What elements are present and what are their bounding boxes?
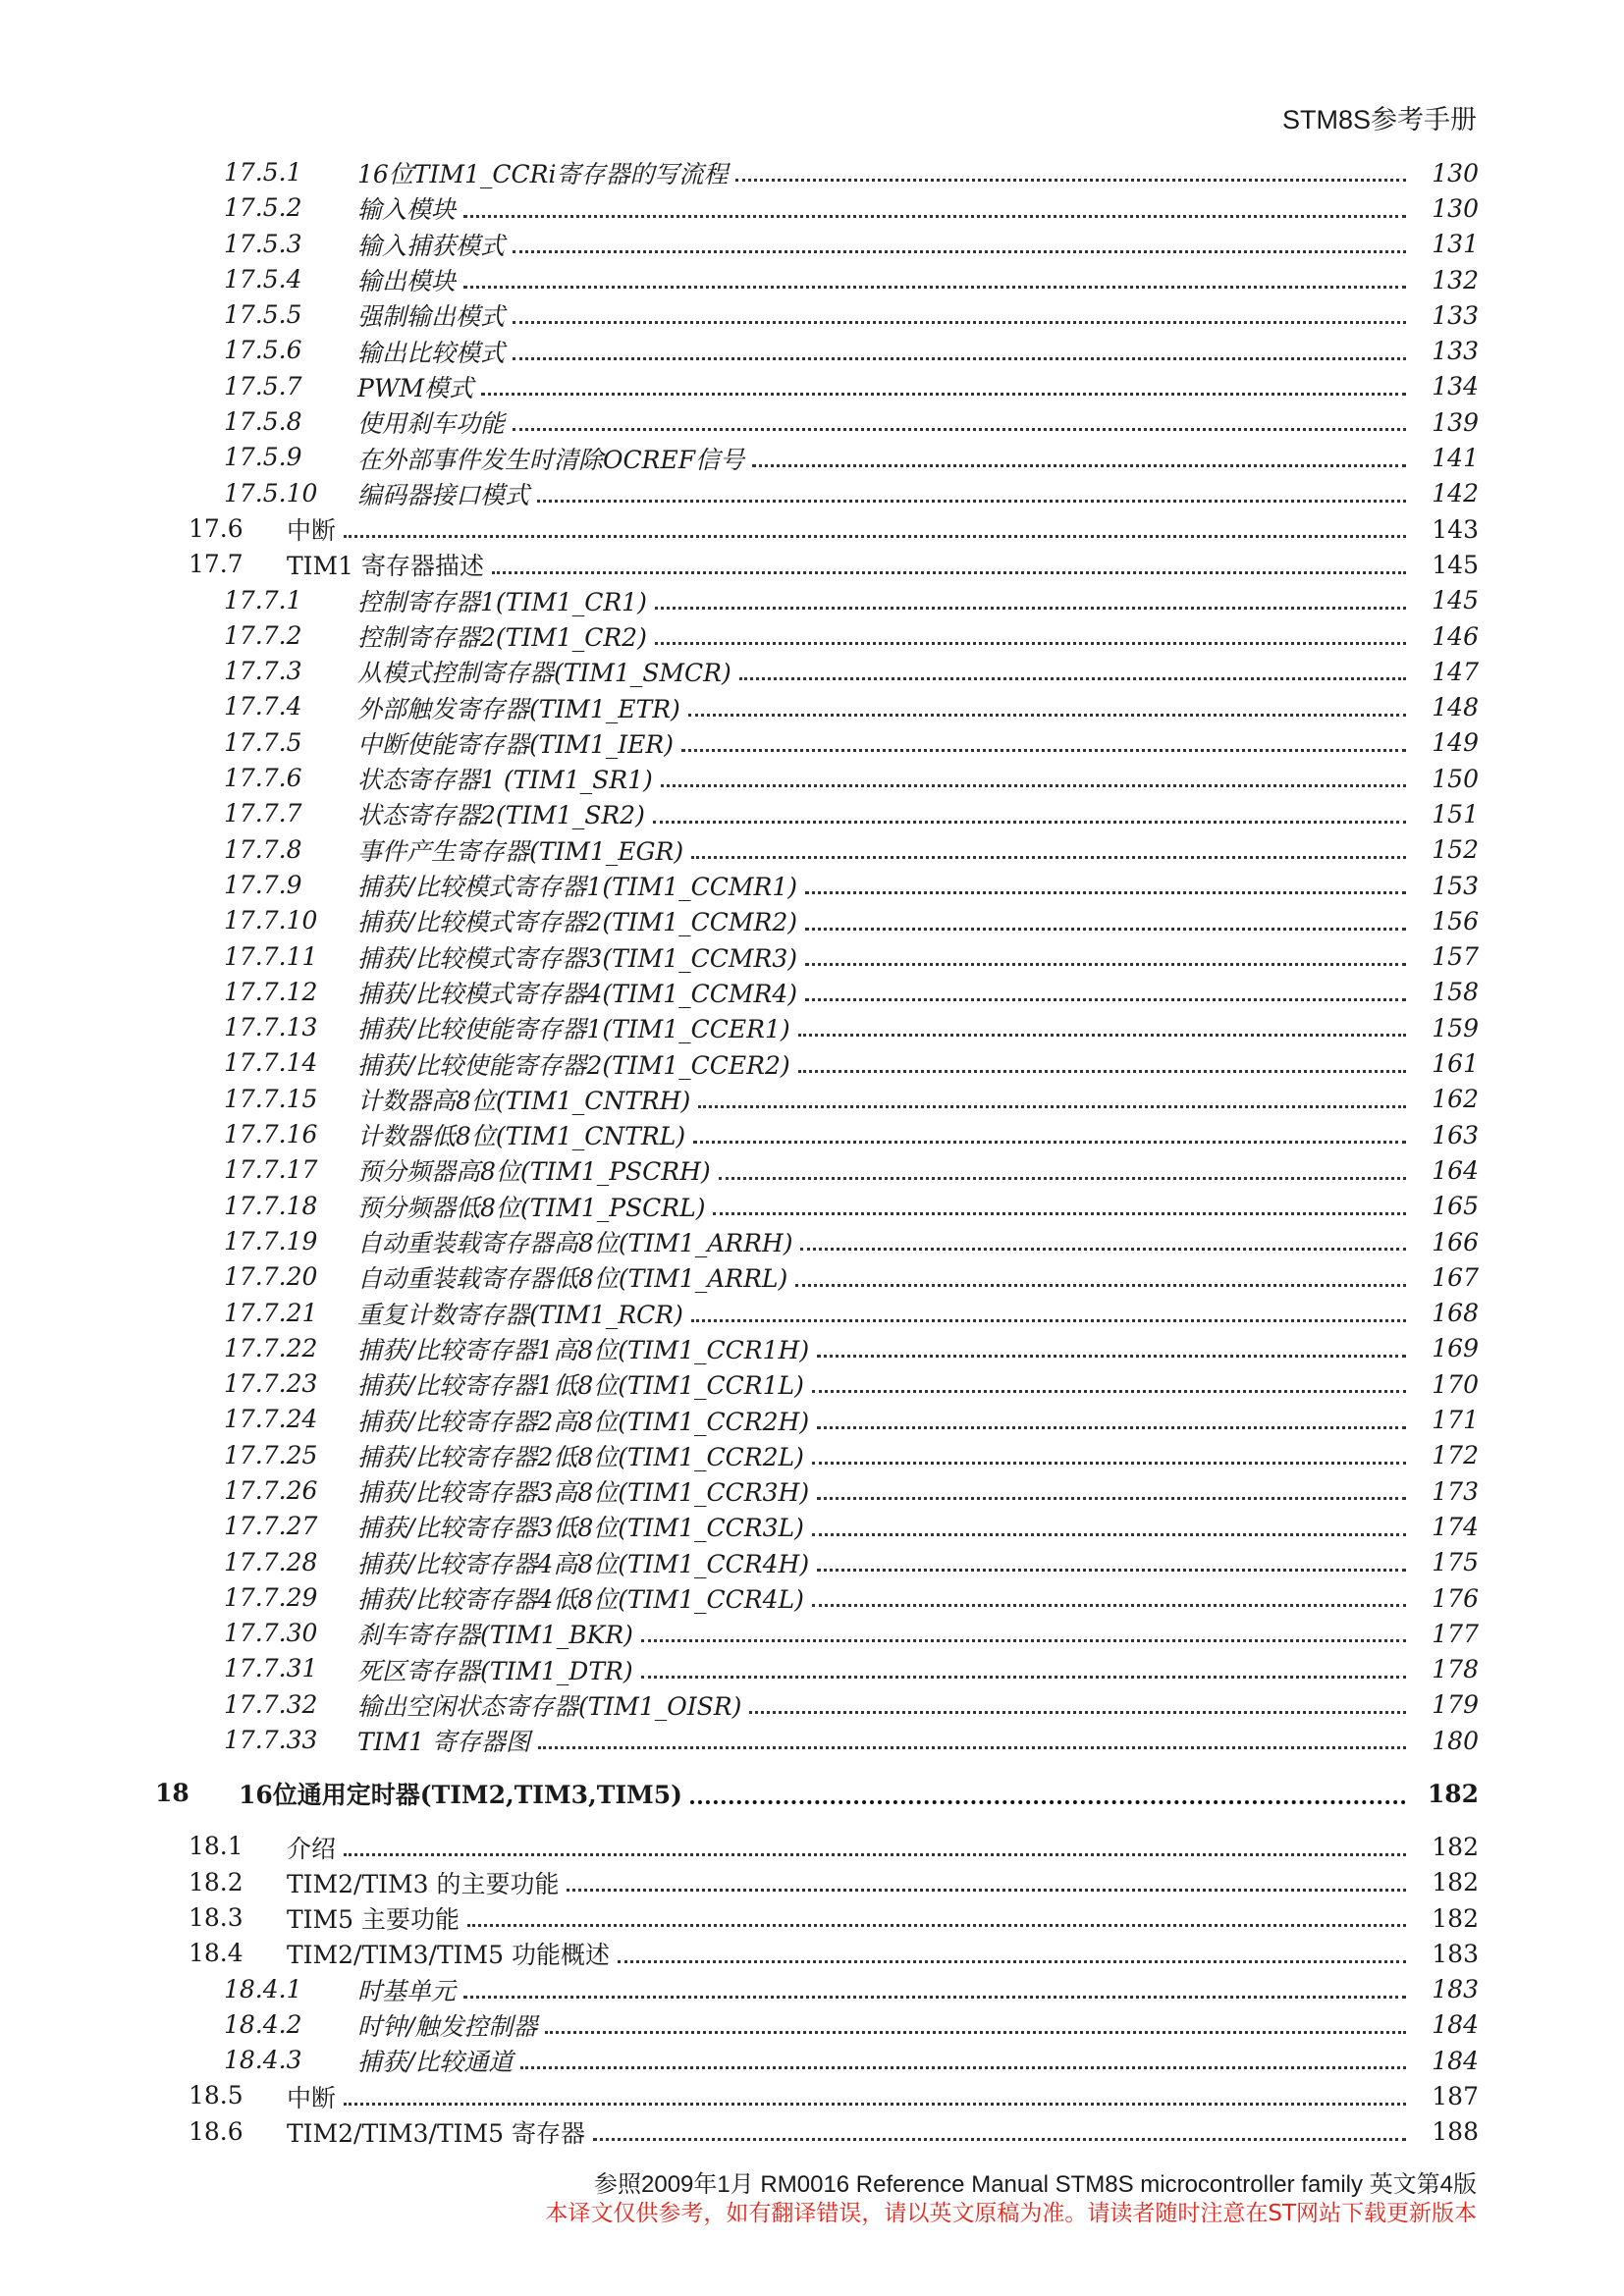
toc-entry-number: 17.7.30 xyxy=(224,1619,318,1648)
dot-leader xyxy=(593,2138,1406,2141)
toc-entry[interactable] xyxy=(0,1402,1624,1437)
toc-entry-title: 状态寄存器1 (TIM1_SR1) xyxy=(357,766,653,795)
toc-entry-title: TIM1 寄存器描述 xyxy=(287,552,485,581)
toc-entry-page-number: 169 xyxy=(1432,1334,1479,1363)
toc-entry[interactable] xyxy=(0,1545,1624,1580)
toc-entry-title: PWM模式 xyxy=(357,373,474,402)
toc-entry-title: 状态寄存器2(TIM1_SR2) xyxy=(357,801,645,830)
toc-entry-number: 17.7.19 xyxy=(224,1226,318,1255)
toc-entry-title: 输入模块 xyxy=(357,195,457,225)
toc-entry-page-number: 157 xyxy=(1432,942,1479,972)
toc-entry-number: 17.7.12 xyxy=(224,977,318,1006)
toc-entry-page-number: 173 xyxy=(1432,1476,1479,1506)
toc-entry-number: 17.7.32 xyxy=(224,1689,318,1719)
toc-entry[interactable] xyxy=(0,262,1624,297)
toc-entry-title: 时钟/触发控制器 xyxy=(357,2011,538,2041)
toc-entry-title: 时基单元 xyxy=(357,1976,457,2005)
dot-leader xyxy=(805,928,1406,931)
toc-entry-title: 捕获/比较使能寄存器2(TIM1_CCER2) xyxy=(357,1050,790,1080)
toc-entry-page-number: 170 xyxy=(1432,1369,1479,1399)
toc-entry-number: 17.7.3 xyxy=(224,657,302,686)
toc-entry-number: 17.5.1 xyxy=(224,158,302,187)
toc-entry-number: 17.7.17 xyxy=(224,1155,318,1185)
toc-entry[interactable] xyxy=(0,1616,1624,1651)
toc-entry-number: 17.5.3 xyxy=(224,229,302,258)
toc-entry-title: TIM2/TIM3 的主要功能 xyxy=(287,1869,560,1898)
document-header-title: STM8S参考手册 xyxy=(1281,105,1477,134)
dot-leader xyxy=(798,1034,1406,1037)
toc-entry-title: 输出比较模式 xyxy=(357,338,506,367)
dot-leader xyxy=(690,1800,1406,1804)
toc-entry-page-number: 168 xyxy=(1432,1299,1479,1328)
toc-entry-title: 16位TIM1_CCRi寄存器的写流程 xyxy=(357,160,729,189)
dot-leader xyxy=(463,215,1406,218)
toc-entry-page-number: 158 xyxy=(1432,978,1479,1007)
toc-entry-number: 18.1 xyxy=(189,1832,244,1861)
toc-entry-number: 17.7.15 xyxy=(224,1084,318,1113)
toc-entry[interactable] xyxy=(0,1152,1624,1188)
toc-entry-page-number: 187 xyxy=(1432,2082,1479,2111)
dot-leader xyxy=(713,1212,1406,1215)
dot-leader xyxy=(698,1105,1406,1108)
dot-leader xyxy=(653,821,1406,824)
toc-entry-title: 捕获/比较寄存器4高8位(TIM1_CCR4H) xyxy=(357,1549,810,1578)
toc-entry-title: 捕获/比较模式寄存器3(TIM1_CCMR3) xyxy=(357,943,797,973)
dot-leader xyxy=(618,1960,1406,1963)
toc-entry[interactable] xyxy=(0,654,1624,689)
toc-entry[interactable] xyxy=(0,1045,1624,1081)
toc-entry-number: 17.7.28 xyxy=(224,1547,318,1576)
dot-leader xyxy=(749,1711,1406,1714)
toc-entry[interactable] xyxy=(0,1509,1624,1544)
toc-entry-number: 17.7.6 xyxy=(224,764,302,793)
toc-entry-number: 17.5.4 xyxy=(224,264,302,294)
toc-entry-number: 17.7.22 xyxy=(224,1333,318,1362)
toc-entry-page-number: 171 xyxy=(1432,1406,1479,1435)
toc-entry-page-number: 161 xyxy=(1432,1049,1479,1079)
toc-entry-number: 17.7 xyxy=(189,550,244,579)
toc-entry-title: 事件产生寄存器(TIM1_EGR) xyxy=(357,836,684,866)
toc-entry-number: 18.4.1 xyxy=(224,1974,302,2003)
toc-entry-title: 捕获/比较模式寄存器4(TIM1_CCMR4) xyxy=(357,979,797,1008)
toc-entry-title: 捕获/比较寄存器3低8位(TIM1_CCR3L) xyxy=(357,1514,804,1543)
toc-entry[interactable] xyxy=(0,1331,1624,1366)
toc-entry-number: 17.7.4 xyxy=(224,692,302,721)
toc-entry-title: 捕获/比较使能寄存器1(TIM1_CCER1) xyxy=(357,1015,790,1044)
dot-leader xyxy=(719,1177,1406,1180)
toc-entry[interactable] xyxy=(0,1900,1624,1936)
toc-entry-page-number: 133 xyxy=(1432,337,1479,366)
toc-entry-number: 17.7.10 xyxy=(224,906,318,935)
dot-leader xyxy=(513,250,1406,253)
toc-entry-page-number: 183 xyxy=(1432,1939,1479,1968)
dot-leader xyxy=(492,571,1406,574)
toc-entry-page-number: 174 xyxy=(1432,1512,1479,1541)
toc-entry-page-number: 177 xyxy=(1432,1619,1479,1648)
toc-entry-title: 输入捕获模式 xyxy=(357,231,506,260)
toc-entry-page-number: 165 xyxy=(1432,1192,1479,1221)
toc-entry-title: 输出模块 xyxy=(357,267,457,296)
toc-entry-title: TIM5 主要功能 xyxy=(287,1905,460,1935)
toc-entry[interactable] xyxy=(0,2078,1624,2113)
dot-leader xyxy=(798,1070,1406,1073)
toc-entry-number: 17.7.2 xyxy=(224,620,302,650)
toc-entry-number: 18.2 xyxy=(189,1867,244,1896)
toc-entry-page-number: 159 xyxy=(1432,1013,1479,1042)
toc-entry-title: 刹车寄存器(TIM1_BKR) xyxy=(357,1621,633,1650)
toc-entry-title: 死区寄存器(TIM1_DTR) xyxy=(357,1656,633,1685)
toc-entry-number: 18.6 xyxy=(189,2116,244,2146)
toc-entry-number: 18.5 xyxy=(189,2081,244,2110)
toc-entry[interactable] xyxy=(0,1366,1624,1402)
toc-entry-title: 捕获/比较模式寄存器1(TIM1_CCMR1) xyxy=(357,873,797,902)
toc-entry-page-number: 179 xyxy=(1432,1690,1479,1720)
toc-entry[interactable] xyxy=(0,1936,1624,1971)
dot-leader xyxy=(812,1462,1406,1465)
toc-entry-title: 捕获/比较寄存器1高8位(TIM1_CCR1H) xyxy=(357,1335,810,1364)
toc-entry-page-number: 145 xyxy=(1432,550,1479,579)
dot-leader xyxy=(735,179,1406,182)
toc-entry-number: 17.6 xyxy=(189,513,244,543)
toc-entry[interactable] xyxy=(0,190,1624,226)
toc-entry[interactable] xyxy=(0,868,1624,903)
toc-entry-title: TIM1 寄存器图 xyxy=(357,1728,531,1757)
toc-entry-number: 18 xyxy=(155,1779,189,1808)
dot-leader xyxy=(538,1746,1406,1749)
dot-leader xyxy=(691,1319,1406,1322)
toc-entry[interactable] xyxy=(0,975,1624,1010)
dot-leader xyxy=(513,321,1406,324)
dot-leader xyxy=(344,2103,1406,2106)
toc-entry-title: 外部触发寄存器(TIM1_ETR) xyxy=(357,694,680,723)
toc-entry[interactable] xyxy=(0,2043,1624,2078)
dot-leader xyxy=(513,428,1406,431)
dot-leader xyxy=(805,891,1406,894)
toc-entry[interactable] xyxy=(0,404,1624,440)
toc-entry-number: 17.5.6 xyxy=(224,336,302,365)
toc-entry[interactable] xyxy=(0,1259,1624,1295)
toc-entry-number: 17.7.11 xyxy=(224,941,318,971)
dot-leader xyxy=(567,1889,1406,1892)
toc-entry-title: 重复计数寄存器(TIM1_RCR) xyxy=(357,1300,683,1329)
toc-entry-page-number: 153 xyxy=(1432,871,1479,900)
toc-entry-number: 17.5.10 xyxy=(224,478,318,507)
toc-entry-number: 17.5.5 xyxy=(224,300,302,330)
toc-entry-title: 计数器高8位(TIM1_CNTRH) xyxy=(357,1086,691,1115)
toc-entry-title: 控制寄存器2(TIM1_CR2) xyxy=(357,623,647,652)
toc-entry[interactable] xyxy=(0,1189,1624,1224)
toc-entry-number: 17.7.14 xyxy=(224,1048,318,1078)
toc-entry[interactable] xyxy=(0,618,1624,654)
toc-entry-number: 17.7.31 xyxy=(224,1654,318,1683)
toc-entry[interactable] xyxy=(0,796,1624,831)
toc-entry-page-number: 175 xyxy=(1432,1548,1479,1577)
toc-entry-number: 17.7.24 xyxy=(224,1405,318,1434)
toc-entry[interactable] xyxy=(0,1829,1624,1864)
toc-entry[interactable] xyxy=(0,2114,1624,2150)
toc-entry-page-number: 130 xyxy=(1432,193,1479,223)
toc-entry-title: 捕获/比较寄存器2低8位(TIM1_CCR2L) xyxy=(357,1442,804,1471)
toc-entry-number: 17.7.29 xyxy=(224,1582,318,1612)
toc-entry[interactable] xyxy=(0,583,1624,618)
toc-entry[interactable] xyxy=(0,227,1624,262)
toc-entry-page-number: 178 xyxy=(1432,1655,1479,1684)
toc-entry-title: 16位通用定时器(TIM2,TIM3,TIM5) xyxy=(239,1781,682,1810)
toc-entry-page-number: 184 xyxy=(1432,2046,1479,2075)
toc-entry-title: 捕获/比较寄存器1低8位(TIM1_CCR1L) xyxy=(357,1371,804,1401)
dot-leader xyxy=(545,2031,1406,2034)
toc-entry-title: 强制输出模式 xyxy=(357,302,506,332)
toc-entry-title: 中断 xyxy=(287,516,337,546)
footer-translation-note: 本译文仅供参考，如有翻译错误，请以英文原稿为准。请读者随时注意在ST网站下载更新版本 xyxy=(545,2201,1477,2226)
dot-leader xyxy=(817,1569,1406,1572)
toc-entry[interactable] xyxy=(0,761,1624,796)
toc-entry-page-number: 182 xyxy=(1432,1868,1479,1897)
dot-leader xyxy=(463,286,1406,289)
toc-entry-number: 17.7.5 xyxy=(224,727,302,757)
toc-entry[interactable] xyxy=(0,1082,1624,1117)
dot-leader xyxy=(467,1924,1406,1927)
toc-entry[interactable] xyxy=(0,440,1624,475)
toc-entry[interactable] xyxy=(0,1010,1624,1045)
toc-entry-page-number: 182 xyxy=(1427,1779,1479,1808)
toc-entry-page-number: 149 xyxy=(1432,728,1479,758)
dot-leader xyxy=(800,1248,1406,1251)
toc-entry-title: 编码器接口模式 xyxy=(357,480,530,509)
toc-entry-number: 18.3 xyxy=(189,1902,244,1932)
toc-entry[interactable] xyxy=(0,1117,1624,1152)
toc-entry[interactable] xyxy=(0,1296,1624,1331)
dot-leader xyxy=(817,1497,1406,1500)
toc-entry-page-number: 156 xyxy=(1432,906,1479,935)
dot-leader xyxy=(641,1676,1406,1679)
dot-leader xyxy=(795,1284,1406,1287)
toc-entry-title: 介绍 xyxy=(287,1834,337,1863)
toc-entry-title: 捕获/比较模式寄存器2(TIM1_CCMR2) xyxy=(357,908,797,937)
dot-leader xyxy=(655,642,1406,645)
toc-entry-page-number: 146 xyxy=(1432,621,1479,651)
toc-entry-number: 17.7.16 xyxy=(224,1120,318,1149)
toc-entry[interactable] xyxy=(0,939,1624,975)
toc-entry-page-number: 147 xyxy=(1432,657,1479,686)
toc-entry-title: TIM2/TIM3/TIM5 功能概述 xyxy=(287,1941,610,1970)
toc-entry-page-number: 188 xyxy=(1432,2117,1479,2147)
toc-entry[interactable] xyxy=(0,1774,1624,1813)
toc-entry-number: 17.7.9 xyxy=(224,870,302,899)
toc-entry-number: 17.7.8 xyxy=(224,834,302,864)
toc-entry-title: 捕获/比较寄存器3高8位(TIM1_CCR3H) xyxy=(357,1478,810,1508)
toc-entry-number: 18.4.2 xyxy=(224,2009,302,2039)
toc-entry-page-number: 172 xyxy=(1432,1441,1479,1470)
dot-leader xyxy=(641,1639,1406,1642)
toc-entry-title: 预分频器低8位(TIM1_PSCRL) xyxy=(357,1193,706,1222)
toc-entry-title: 捕获/比较寄存器4低8位(TIM1_CCR4L) xyxy=(357,1585,804,1615)
toc-entry-number: 17.7.33 xyxy=(224,1726,318,1755)
toc-entry-title: 预分频器高8位(TIM1_PSCRH) xyxy=(357,1157,711,1187)
toc-entry-number: 17.7.13 xyxy=(224,1013,318,1042)
toc-entry-page-number: 176 xyxy=(1432,1583,1479,1613)
toc-entry-title: 自动重装载寄存器高8位(TIM1_ARRH) xyxy=(357,1229,793,1258)
footer-reference: 参照2009年1月 RM0016 Reference Manual STM8S microcontroller family 英文第4版 xyxy=(594,2171,1477,2198)
toc-entry-page-number: 152 xyxy=(1432,835,1479,865)
toc-entry-title: TIM2/TIM3/TIM5 寄存器 xyxy=(287,2118,585,2148)
toc-entry[interactable] xyxy=(0,1473,1624,1509)
dot-leader xyxy=(463,1996,1406,1999)
toc-entry[interactable] xyxy=(0,2007,1624,2043)
toc-entry[interactable] xyxy=(0,511,1624,547)
toc-entry-number: 18.4 xyxy=(189,1939,244,1968)
toc-entry[interactable] xyxy=(0,1865,1624,1900)
toc-entry-number: 17.7.1 xyxy=(224,585,302,614)
toc-entry-number: 17.7.20 xyxy=(224,1262,318,1292)
toc-entry-title: 中断使能寄存器(TIM1_IER) xyxy=(357,729,675,759)
toc-entry-number: 17.7.18 xyxy=(224,1191,318,1220)
dot-leader xyxy=(661,784,1406,787)
dot-leader xyxy=(481,393,1406,396)
toc-entry-title: 中断 xyxy=(287,2083,337,2112)
dot-leader xyxy=(739,677,1406,680)
toc-entry[interactable] xyxy=(0,297,1624,333)
toc-entry-page-number: 167 xyxy=(1432,1262,1479,1292)
toc-entry-title: 计数器低8位(TIM1_CNTRL) xyxy=(357,1122,686,1151)
dot-leader xyxy=(344,1853,1406,1856)
toc-entry-page-number: 182 xyxy=(1432,1903,1479,1933)
toc-entry-number: 17.7.25 xyxy=(224,1440,318,1469)
toc-entry-number: 17.7.27 xyxy=(224,1512,318,1541)
toc-entry[interactable] xyxy=(0,1723,1624,1758)
toc-entry[interactable] xyxy=(0,1687,1624,1723)
toc-entry-page-number: 131 xyxy=(1432,230,1479,259)
toc-entry-page-number: 143 xyxy=(1432,514,1479,544)
dot-leader xyxy=(688,714,1406,717)
dot-leader xyxy=(812,1390,1406,1393)
toc-entry[interactable] xyxy=(0,547,1624,582)
dot-leader xyxy=(812,1533,1406,1536)
toc-entry-page-number: 164 xyxy=(1432,1155,1479,1185)
toc-entry[interactable] xyxy=(0,369,1624,404)
toc-entry-page-number: 182 xyxy=(1432,1833,1479,1861)
toc-entry-number: 17.7.23 xyxy=(224,1369,318,1399)
toc-entry-page-number: 139 xyxy=(1432,407,1479,437)
toc-entry-page-number: 134 xyxy=(1432,372,1479,401)
toc-entry-page-number: 145 xyxy=(1432,586,1479,615)
toc-entry-title: 自动重装载寄存器低8位(TIM1_ARRL) xyxy=(357,1264,788,1294)
dot-leader xyxy=(655,607,1406,610)
toc-entry-number: 17.5.2 xyxy=(224,193,302,223)
toc-entry-page-number: 151 xyxy=(1432,799,1479,828)
toc-entry[interactable] xyxy=(0,832,1624,868)
toc-entry[interactable] xyxy=(0,689,1624,724)
toc-entry[interactable] xyxy=(0,1972,1624,2007)
toc-entry[interactable] xyxy=(0,725,1624,761)
dot-leader xyxy=(537,500,1406,503)
toc-entry-number: 18.4.3 xyxy=(224,2046,302,2075)
toc-entry-page-number: 148 xyxy=(1432,693,1479,722)
dot-leader xyxy=(513,357,1406,360)
dot-leader xyxy=(344,535,1406,538)
toc-entry-title: 控制寄存器1(TIM1_CR1) xyxy=(357,587,647,616)
toc-entry-page-number: 183 xyxy=(1432,1975,1479,2004)
toc-entry[interactable] xyxy=(0,1580,1624,1616)
table-of-contents xyxy=(0,155,1624,2150)
dot-leader xyxy=(681,749,1406,752)
toc-entry[interactable] xyxy=(0,1224,1624,1259)
dot-leader xyxy=(817,1355,1406,1358)
toc-entry-title: 使用刹车功能 xyxy=(357,409,506,439)
toc-entry-number: 17.5.9 xyxy=(224,443,302,472)
toc-entry-title: 输出空闲状态寄存器(TIM1_OISR) xyxy=(357,1691,742,1721)
toc-entry-page-number: 184 xyxy=(1432,2010,1479,2040)
toc-entry[interactable] xyxy=(0,155,1624,190)
toc-entry-number: 17.7.7 xyxy=(224,799,302,828)
toc-entry-number: 17.7.26 xyxy=(224,1475,318,1505)
dot-leader xyxy=(805,998,1406,1001)
toc-entry[interactable] xyxy=(0,476,1624,511)
toc-entry[interactable] xyxy=(0,903,1624,938)
toc-entry-title: 捕获/比较寄存器2高8位(TIM1_CCR2H) xyxy=(357,1407,810,1436)
dot-leader xyxy=(520,2066,1406,2069)
toc-entry-number: 17.5.8 xyxy=(224,407,302,437)
dot-leader xyxy=(805,963,1406,966)
toc-entry-number: 17.7.21 xyxy=(224,1298,318,1327)
dot-leader xyxy=(817,1426,1406,1429)
toc-entry-title: 捕获/比较通道 xyxy=(357,2048,514,2077)
toc-entry[interactable] xyxy=(0,1438,1624,1473)
toc-entry-page-number: 163 xyxy=(1432,1120,1479,1149)
toc-entry-page-number: 141 xyxy=(1432,444,1479,473)
toc-entry-page-number: 133 xyxy=(1432,300,1479,330)
dot-leader xyxy=(693,1141,1406,1144)
toc-entry-page-number: 142 xyxy=(1432,479,1479,508)
toc-entry-page-number: 150 xyxy=(1432,764,1479,793)
toc-entry[interactable] xyxy=(0,333,1624,368)
toc-entry[interactable] xyxy=(0,1651,1624,1686)
toc-entry-title: 从模式控制寄存器(TIM1_SMCR) xyxy=(357,659,731,688)
dot-leader xyxy=(752,464,1406,467)
dot-leader xyxy=(691,856,1406,859)
dot-leader xyxy=(812,1604,1406,1607)
toc-entry-page-number: 180 xyxy=(1432,1726,1479,1755)
toc-entry-number: 17.5.7 xyxy=(224,371,302,400)
toc-entry-title: 在外部事件发生时清除OCREF信号 xyxy=(357,445,745,474)
toc-entry-page-number: 166 xyxy=(1432,1227,1479,1256)
toc-entry-page-number: 130 xyxy=(1432,158,1479,187)
toc-entry-page-number: 132 xyxy=(1432,265,1479,294)
toc-entry-page-number: 162 xyxy=(1432,1085,1479,1114)
